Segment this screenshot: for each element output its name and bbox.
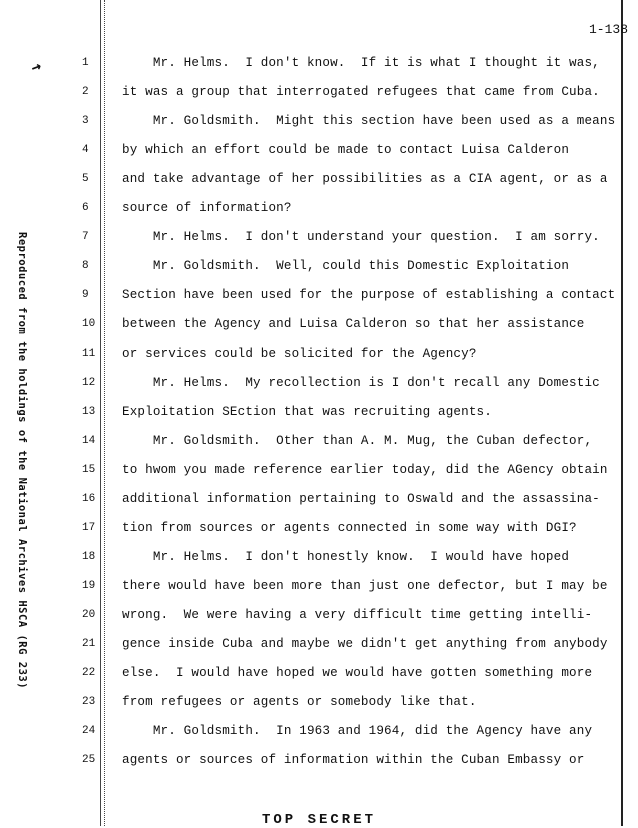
line-number: 21 [82, 638, 96, 650]
line-number: 25 [82, 754, 96, 767]
right-margin-rule [621, 0, 623, 826]
left-margin-rule [100, 0, 101, 826]
line-number: 23 [82, 696, 96, 709]
line-number: 10 [82, 318, 96, 331]
line-number: 24 [82, 725, 96, 738]
transcript-line: additional information pertaining to Oswald and the assassina- [122, 491, 600, 506]
line-number: 18 [82, 550, 96, 563]
line-number: 12 [82, 376, 96, 389]
page-number: 1-138 [588, 22, 628, 37]
transcript-line: else. I would have hoped we would have gotten something more [122, 666, 593, 681]
line-number: 3 [82, 115, 89, 128]
archive-stamp-text: Reproduced from the holdings of the National Archives HSCA (RG 233) [16, 232, 28, 690]
transcript-line: and take advantage of her possibilities as a CIA agent, or as a [122, 172, 608, 187]
left-margin-rule-dotted [104, 0, 105, 826]
transcript-line: Mr. Helms. I don't understand your question. I am sorry. [122, 230, 600, 245]
line-number: 16 [82, 492, 96, 505]
line-number: 9 [82, 289, 89, 302]
line-number: 6 [82, 202, 89, 215]
transcript-line: source of information? [122, 201, 292, 216]
line-number: 5 [82, 173, 89, 186]
line-number: 14 [82, 434, 96, 447]
transcript-line: wrong. We were having a very difficult time getting intelli- [122, 607, 593, 622]
line-number: 8 [82, 260, 89, 273]
transcript-line: Mr. Goldsmith. Might this section have been used as a means [122, 114, 616, 129]
transcript-line: from refugees or agents or somebody like that. [122, 695, 477, 710]
classification-footer: TOP SECRET [262, 812, 377, 828]
line-number: 7 [82, 231, 89, 244]
transcript-line: tion from sources or agents connected in some way with DGI? [122, 520, 577, 535]
line-number: 11 [82, 347, 96, 360]
line-number: 17 [82, 521, 96, 534]
line-number: 2 [82, 86, 89, 99]
transcript-line: Exploitation SEction that was recruiting agents. [122, 404, 492, 419]
line-number: 22 [82, 667, 96, 680]
transcript-line: Section have been used for the purpose of establishing a contact [122, 288, 616, 303]
handwritten-mark: ↗ [28, 56, 45, 78]
line-number: 4 [82, 144, 89, 157]
line-number: 19 [82, 579, 96, 592]
transcript-line: Mr. Helms. I don't know. If it is what I thought it was, [122, 56, 600, 70]
transcript-line: Mr. Goldsmith. Other than A. M. Mug, the Cuban defector, [122, 433, 593, 448]
transcript-line: by which an effort could be made to contact Luisa Calderon [122, 143, 570, 158]
transcript-line: between the Agency and Luisa Calderon so that her assistance [122, 317, 585, 332]
transcript-line: Mr. Goldsmith. In 1963 and 1964, did the Agency have any [122, 724, 593, 739]
transcript-line: Mr. Helms. My recollection is I don't recall any Domestic [122, 375, 600, 390]
transcript-line: there would have been more than just one defector, but I may be [122, 578, 608, 593]
transcript-line: gence inside Cuba and maybe we didn't get anything from anybody [122, 637, 608, 651]
line-number: 20 [82, 608, 96, 621]
transcript-line: to hwom you made reference earlier today, did the AGency obtain [122, 462, 608, 477]
transcript-line: or services could be solicited for the Agency? [122, 346, 477, 361]
transcript-line: Mr. Goldsmith. Well, could this Domestic Exploitation [122, 259, 570, 274]
line-number: 1 [82, 57, 89, 69]
line-number: 13 [82, 405, 96, 418]
transcript-line: Mr. Helms. I don't honestly know. I would have hoped [122, 549, 570, 564]
line-number: 15 [82, 463, 96, 476]
transcript-line: it was a group that interrogated refugees that came from Cuba. [122, 85, 600, 100]
transcript-line: agents or sources of information within the Cuban Embassy or [122, 753, 585, 768]
